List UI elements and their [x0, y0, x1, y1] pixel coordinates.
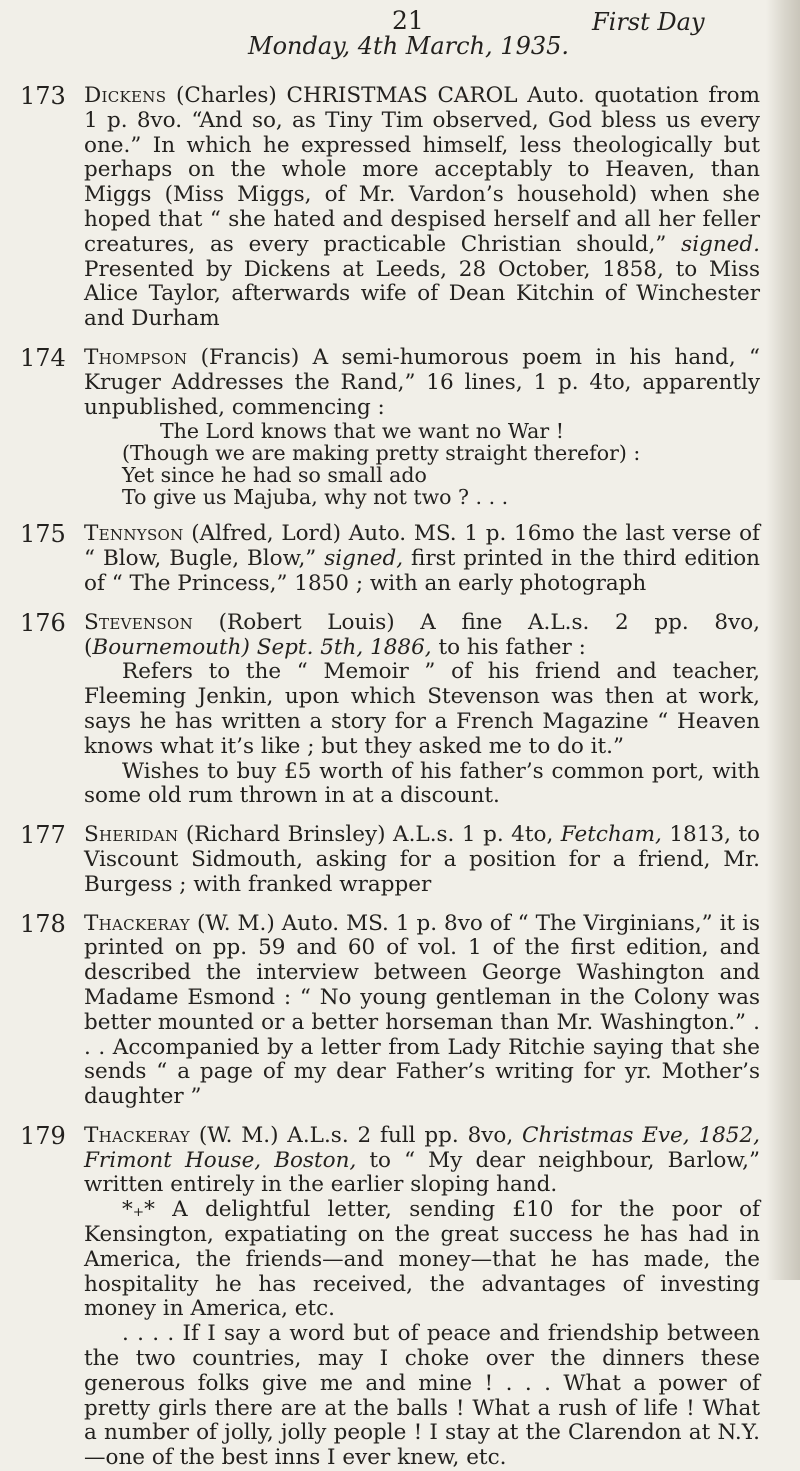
- lot-author: Sheridan: [84, 822, 179, 848]
- page-edge-shadow: [766, 0, 800, 1280]
- lot-place-date: Christmas Eve, 1852, Frimont House, Boston,: [84, 1122, 760, 1173]
- lot-description: [84, 823, 760, 897]
- lot-signed: signed,: [324, 546, 404, 572]
- lot-number: 175: [20, 520, 66, 549]
- lot-description: [84, 912, 760, 1110]
- lot-text: (Francis) A semi-humorous poem in his hand, “ Kruger Addresses the Rand,” 16 lines, 1 p. 4to, apparently unpublished, commencing :: [84, 344, 760, 420]
- running-title: First Day: [592, 8, 705, 36]
- sale-date: Monday, 4th March, 1935.: [248, 32, 569, 60]
- lot-note: Refers to the “ Memoir ” of his friend and teacher, Fleeming Jenkin, upon which Stevenson was then at work, says he has written a story for a French Magazine “ Heaven knows what it’s like ; but they asked me to do it.”: [84, 659, 760, 759]
- lot-178: [20, 909, 760, 1110]
- poem-line: The Lord knows that we want no War !: [160, 419, 564, 444]
- lot-number: 176: [20, 608, 66, 637]
- lot-177: [20, 823, 760, 897]
- lot-note: *₊* A delightful letter, sending £10 for the poor of Kensington, expatiating on the great success he has had in America, the friends—and money—that he has made, the hospitality he has received, the advantages of investing money in America, etc.: [84, 1197, 760, 1322]
- lot-author: Tennyson: [84, 521, 184, 547]
- lot-175: [20, 522, 760, 596]
- lot-text: (W. M.) A.L.s. 2 full pp. 8vo,: [190, 1122, 523, 1148]
- lot-text: (W. M.) Auto. MS. 1 p. 8vo of “ The Virginians,” it is printed on pp. 59 and 60 of vol. 1 of the first edition, and described the interview between George Washington and Madame Esmond : “ No young gentleman in the Colony was better mounted or a better horseman than Mr. Washington.” . . . Accompanied by a letter from Lady Ritchie saying that she sends “ a page of my dear Father’s writing for yr. Mother’s daughter ”: [84, 910, 760, 1110]
- catalogue-lots: [20, 84, 760, 1471]
- lot-text-tail: 1813, to Viscount Sidmouth, asking for a position for a friend, Mr. Burgess ; with franked wrapper: [84, 822, 760, 897]
- lot-text: (Robert Louis) A fine A.L.s. 2 pp. 8vo, (: [84, 609, 760, 660]
- lot-author: Thompson: [84, 344, 188, 370]
- lot-text-tail: first printed in the third edition of “ The Princess,” 1850 ; with an early photograph: [84, 546, 760, 596]
- poem-line: (Though we are making pretty straight therefor) :: [122, 441, 641, 466]
- lot-author: Dickens: [84, 83, 167, 108]
- lot-description: [84, 522, 760, 596]
- poem-line: Yet since he had so small ado: [122, 463, 427, 488]
- lot-174: [20, 343, 760, 510]
- lot-text-tail: to “ My dear neighbour, Barlow,” written entirely in the earlier sloping hand.: [84, 1147, 760, 1198]
- lot-number: 179: [20, 1121, 66, 1150]
- lot-author: Thackeray: [84, 1122, 191, 1148]
- lot-number: 173: [20, 82, 66, 110]
- page-header: [0, 6, 800, 66]
- lot-number: 177: [20, 821, 66, 850]
- lot-description: [84, 84, 760, 332]
- lot-author: Thackeray: [84, 910, 191, 936]
- lot-text: (Richard Brinsley) A.L.s. 1 p. 4to,: [178, 822, 561, 848]
- lot-text-tail: Presented by Dickens at Leeds, 28 October, 1858, to Miss Alice Taylor, afterwards wife of Dean Kitchin of Winchester and Durham: [84, 256, 760, 332]
- lot-number: 178: [20, 909, 66, 938]
- lot-text: (Charles) CHRISTMAS CAROL Auto. quotation from 1 p. 8vo. “And so, as Tiny Tim observed, God bless us every one.” In which he expressed himself, less theologically but perhaps on the whole more acceptably to Heaven, than Miggs (Miss Miggs, of Mr. Vardon’s household) when she hoped that “ she hated and despised herself and all her feller creatures, as every practicable Christian should,”: [84, 83, 760, 257]
- lot-176: [20, 608, 760, 809]
- lot-179: [20, 1121, 760, 1471]
- lot-author: Stevenson: [84, 609, 193, 635]
- lot-173: [20, 84, 760, 332]
- lot-place-date: Bournemouth) Sept. 5th, 1886,: [92, 634, 432, 660]
- lot-note: Wishes to buy £5 worth of his father’s common port, with some old rum thrown in at a discount.: [84, 758, 760, 809]
- page-number: 21: [392, 6, 424, 35]
- lot-description: [84, 1124, 760, 1198]
- lot-signed: signed.: [681, 231, 760, 257]
- lot-number: 174: [20, 343, 66, 372]
- poem-line: To give us Majuba, why not two ? . . .: [122, 485, 509, 510]
- lot-description: [84, 611, 760, 661]
- lot-note: . . . . If I say a word but of peace and friendship between the two countries, may I choke over the dinners these generous folks give me and mine ! . . . What a power of pretty girls there are at the balls ! What a rush of life ! What a number of jolly, jolly people ! I stay at the Clarendon at N.Y.—one of the best inns I ever knew, etc.: [84, 1321, 760, 1471]
- lot-text: (Alfred, Lord) Auto. MS. 1 p. 16mo the last verse of “ Blow, Bugle, Blow,”: [84, 521, 760, 572]
- lot-description: [84, 346, 760, 420]
- lot-text-tail: to his father :: [431, 634, 586, 660]
- lot-place: Fetcham,: [560, 822, 662, 848]
